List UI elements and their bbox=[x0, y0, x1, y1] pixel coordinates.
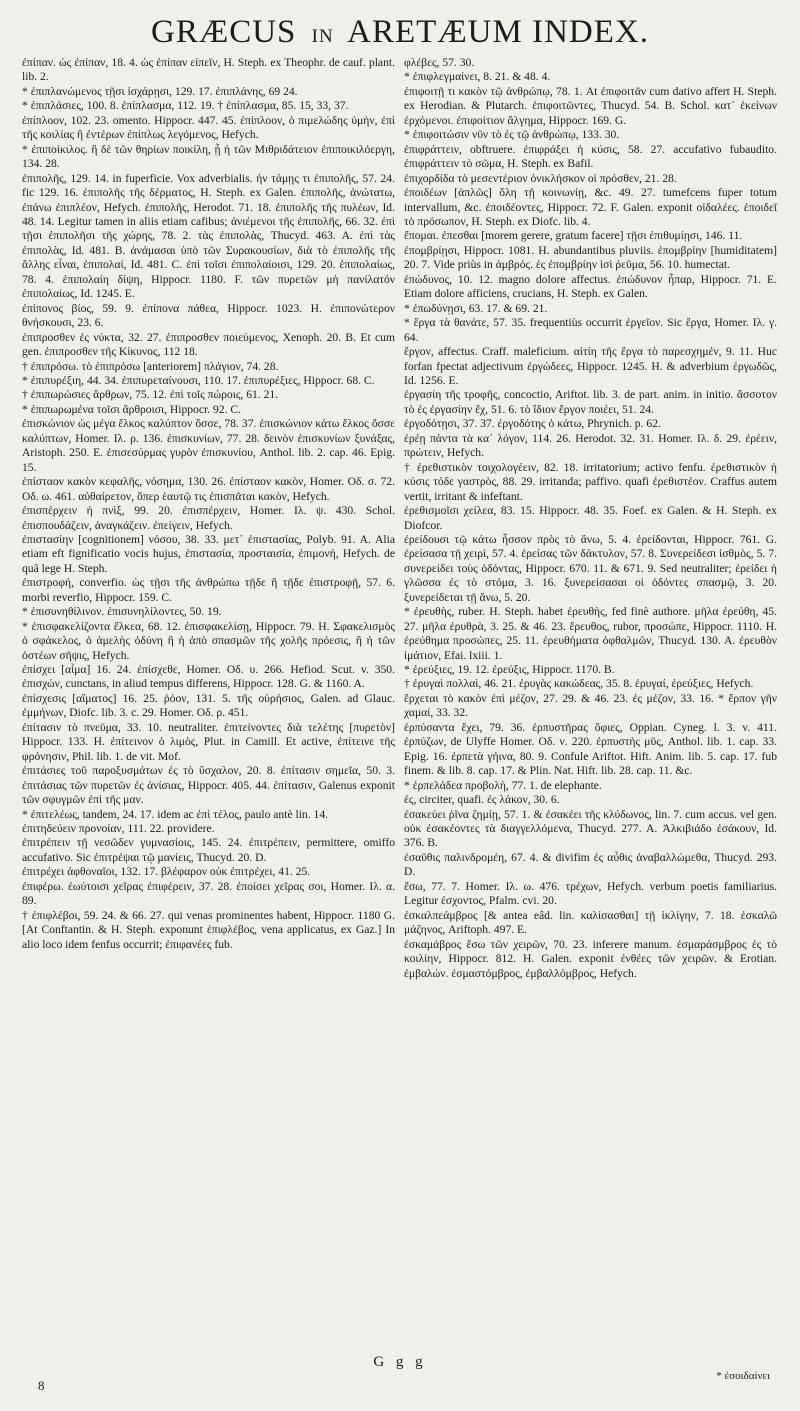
index-entry: ἐπιτάσιες τοῦ παροξυσμάτων ἐς τὸ ὕσχαλον, 20. 8. ἐπίτασιν σημεῖα, 50. 3. ἐπιτάσιας τῶν πυρετῶν ἐς ἀνίσιας, Hippocr. 405. 44. ἐπίτασιν, Galenus exponit τῶν σφυγμῶν ἐπὶ τῆς μαν. bbox=[22, 764, 395, 807]
title-left: GRÆCUS bbox=[151, 14, 297, 50]
index-entry: * ἐρευθὴς, ruber. H. Steph. habet ἐρευθὴς, fed finè authore. μῆλα ἐρεύθη, 45. 27. μῆλα ἐρυθρὰ, 3. 25. & 46. 23. ἔρευθος, rubor, προσώπε, Hippocr. 1110. H. ἐρεύθημα προσώπες, 25. 11. ἐρευθήματα ὀφθαλμῶν, Thucyd. 130. A. ἐρευθὸν ἱμάτιον, Efai. lxiii. 1. bbox=[404, 605, 777, 663]
index-entry: ἔργον, affectus. Craff. maleficium. αἰτίη τῆς ἔργα τὸ παρεσχημέν, 9. 11. Huc forfan fpectat adjectivum ἐργώδεες, Hippocr. 1245. H. & adverbium ἐργωδῶς, Id. 1256. E. bbox=[404, 345, 777, 387]
title-right: ARETÆUM INDEX. bbox=[347, 14, 649, 50]
index-entry: * ἐρπελάδεα προβολὴ, 77. 1. de elephante. bbox=[404, 779, 777, 793]
index-entry: ἐποιδέων [ἀπλῶς] ὅλη τῇ κοινωνίῃ, &c. 49. 27. tumefcens fuper totum intervallum, &c. ἐποιδέοντες, Hippocr. 72. F. Galen. exponit οἰδαλέες. ἐποιδεῖ τὸ πρόσωπον, H. Steph. ex Diofc. lib. 4. bbox=[404, 186, 777, 228]
index-entry: * ἐπιπυρέξιη, 44. 34. ἐπιπυρεταίνουσι, 110. 17. ἐπιπυρέξιες, Hippocr. 68. C. bbox=[22, 374, 395, 388]
index-entry: ἐπισπέρχειν ἡ πνὶξ, 99. 20. ἐπισπέρχειν, Homer. Iλ. ψ. 430. Schol. ἐπισπουδάζειν, ἀναγκάζειν. ἐπείγειν, Hefych. bbox=[22, 504, 395, 532]
index-entry: ἐπίσχει [αἷμα] 16. 24. ἐπίσχεθε, Homer. Οδ. υ. 266. Hefiod. Scut. v. 350. ἐπισχών, cunctans, in aliud tempus differens, Hippocr. 128. G. & 1160. A. bbox=[22, 663, 395, 691]
index-entry: ἐσαῦθις παλινδρομέη, 67. 4. & divifim ἐς αὖθις ἀναβαλλώμεθα, Thucyd. 293. D. bbox=[404, 850, 777, 879]
index-entry: * ἐπωδύνῃσι, 63. 17. & 69. 21. bbox=[404, 302, 777, 316]
index-entry: * ἐρεύξιες, 19. 12. ἐρεύξις, Hippocr. 1170. B. bbox=[404, 663, 777, 677]
index-entry: ἐπιστροφή, converfio. ὡς τῇσι τῆς ἀνθρώπω τῇδε ἢ τῇδε ἐπιστροφῇ, 57. 6. morbi reverfio, Hippocr. 159. C. bbox=[22, 576, 395, 604]
index-entry: φλέβες, 57. 30. bbox=[404, 56, 475, 69]
index-entry: ἐπιπροσθεν ἐς νύκτα, 32. 27. ἐπιπροσθεν ποιεύμενος, Xenoph. 20. B. Et cum gen. ἐπιπροσθεν τῆς Κίκυνος, 112 18. bbox=[22, 330, 395, 359]
index-entry: ἐπίσταον κακὸν κεφαλῆς, νόσημα, 130. 26. ἐπίσταον κακὸν, Homer. Οδ. σ. 72. Οδ. ω. 461. αὐθαίρετον, ὅπερ ἑαυτῷ τις ἐπισπᾶται κακὸν, Hefych. bbox=[22, 475, 395, 503]
index-entry: ἐπίτασιν τὸ πνεῦμα, 33. 10. neutraliter. ἐπιτείνοντες διὰ τελέτης [πυρετὸν] Hippocr. 133. H. ἐπίτεινον ὁ λιμὸς, Plut. in Camill. Et active, ἐπίτεινε τῆς φρόνησιν, Phil. lib. 1. de vit. Mof. bbox=[22, 720, 395, 763]
index-entry: ἐπιστασίην [cognitionem] νόσου, 38. 33. μετ᾽ ἐπιστασίας, Polyb. 91. A. Alia etiam eft fignificatio vocis hujus, ἐπιστασία, προσταισία, ἐπιμονή, Hefych. de quâ lege H. Steph. bbox=[22, 532, 395, 575]
index-entry: ἐπιτρέχει ἀφθοναῖοι, 132. 17. βλέφαρον οὐκ ἐπιτρέχει, 41. 25. bbox=[22, 865, 311, 879]
index-entry: ἐπίπαν. ὡς ἐπίπαν, 18. 4. ὡς ἐπίπαν εἰπεῖν, H. Steph. ex Theophr. de cauf. plant. lib. 2. bbox=[22, 56, 395, 84]
index-entry: ἐρέῃ πάντα τὰ κα᾽ λόγον, 114. 26. Herodot. 32. 31. Homer. Iλ. δ. 29. ἐρέειν, πρώτειν, Hefych. bbox=[404, 431, 777, 460]
index-entry: ἐργοδότῃσι, 37. 37. ἐργοδότης ὁ κάτω, Phrynich. p. 62. bbox=[404, 417, 661, 431]
index-entry: ἔσω, 77. 7. Homer. Iλ. ω. 476. τρέχων, Hefych. verbum poetis familiarius. Legitur ἐσχοντος, Pfalm. cvi. 20. bbox=[404, 879, 777, 908]
right-column bbox=[404, 56, 777, 1356]
index-entry: ἐρεθισμοῖσι χείλεα, 83. 15. Hippocr. 48. 35. Foef. ex Galen. & H. Steph. ex Diofcor. bbox=[404, 504, 777, 532]
index-entry: ἐσακεύει ῥῖνα ζημίῃ, 57. 1. & ἐσακέει τῆς κλύδωνος, lin. 7. cum accus. vel gen. οὐκ ἐσακέοντες τὰ διαγγελλόμενα, Thucyd. 277. A. Ἀλκιβιάδο ἐσάκουν, Id. 376. B. bbox=[404, 807, 777, 850]
index-entry: ἐρείδουσι τῷ κάτω ἦσσον πρὸς τὸ ἄνω, 5. 4. ἐρείδονται, Hippocr. 761. G. ἐρείσασα τῇ χειρὶ, 57. 4. ἐρείσας τῶν δάκτυλον, 57. 8. Συνερείδεσι ἰσθμὸς, 5. 7. συνερείδει τοὺς ὀδόντας, Hippocr. 670. 11. & 671. 9. Sed neutraliter; ἐρείδει ἡ γλῶσσα ἐς τὸ στόμα, 3. 16. ξυνερείσασαι οἱ ὀδόντες σπασμῷ, 3. 20. ξυνερείδεται τῇ ἄνω, 5. 20. bbox=[404, 532, 777, 604]
index-entry: ἐπίσχεσις [αἵματος] 16. 25. ῥόον, 131. 5. τῆς οὐρήσιος, Galen. ad Glauc. ἐμμήνων, Diofc. lib. 3. c. 29. Homer. Οδ. ρ. 451. bbox=[22, 691, 395, 720]
index-entry: ἔρχεται τὸ κακὸν ἐπὶ μέζον, 27. 29. & 46. 23. ἐς μέζον, 33. 16. * ἔρπον γῆν χαμαί, 33. 32. bbox=[404, 691, 777, 720]
left-column bbox=[22, 56, 395, 1356]
index-entry: * ἐπιπλανώμενος τῇσι ἰσχάρῃσι, 129. 17. ἐπιπλάνης, 69 24. bbox=[22, 85, 395, 99]
index-entry: ἐπώδυνος, 10. 12. magno dolore affectus. ἐπώδυνον ἧπαρ, Hippocr. 71. E. Etiam dolore afficiens, crucians, H. Steph. ex Galen. bbox=[404, 272, 777, 301]
index-entry: ἐπιτρέπειν τῇ νεσῶδεν γυμνασίοις, 145. 24. ἐπιτρέπειν, permittere, omiffo accufativo. Sic ἐπιτρέψαι τῷ μανίεις, Thucyd. 20. D. bbox=[22, 836, 395, 864]
index-entry: ἐπιχορδίδα τὸ μεσεντέριον ὀνικλήσκον οἱ πρόσθεν, 21. 28. bbox=[404, 171, 677, 185]
index-entry: * ἐπιπλάσιες, 100. 8. ἐπίπλασμα, 112. 19. † ἐπίπλασμα, 85. 15, 33, 37. bbox=[22, 99, 395, 113]
folio-mark: 8 bbox=[38, 1378, 45, 1393]
index-entry: ἐπομβρίῃσι, Hippocr. 1081. H. abundantibus pluviis. ἐπομβρίην [humiditatem] 20. 7. Vide priùs in ἀμβρός. ἐς ἐπομβρίην ἰσὶ ῥεῦμα, 56. 10. humectat. bbox=[404, 243, 777, 272]
index-entry: ἐπιφοιτῇ τι κακὸν τῷ ἀνθρώπῳ, 78. 1. At ἐπιφοιτᾶν cum dativo affert H. Steph. ex Herodian. & Plutarch. ἐπιφοιτῶντες, Thucyd. 54. B. Schol. κατ᾽ ἐκείνων ἐρχόμενοι. ἐπιφοίτιον ἄλγημα, Hippocr. 169. G. bbox=[404, 84, 777, 127]
index-entry: * ἐπιποίκιλος. ἢ δὲ τῶν θηρίων ποικίλη, ᾗ ἡ τῶν Μιθριδάτειον ἐπιποικιλόεργη, 134. 28. bbox=[22, 143, 395, 172]
page-title bbox=[0, 14, 800, 51]
signature-mark: G g g bbox=[373, 1354, 427, 1370]
index-entry: ἐσκαλπεάμβρος [& antea eâd. lin. καλίσασθαι] τῇ ἰκλίγην, 7. 18. ἐσκαλῶ μάζηνος, Ariftoph. 497. E. bbox=[404, 908, 777, 937]
index-entry: * ἐπιφλεγμαίνει, 8. 21. & 48. 4. bbox=[404, 70, 777, 84]
index-entry: † ἐπιφλέβοι, 59. 24. & 66. 27. qui venas prominentes habent, Hippocr. 1180 G. [At Conftantin. & H. Steph. exponunt ἐπιφλέβος, vena applicatus, ex Gaz.] In alio loco idem fenfus occurrit; ἐπιφανέες fub. bbox=[22, 909, 395, 952]
title-in: IN bbox=[311, 26, 334, 47]
index-entry: ἐπιφράττειν, obftruere. ἐπιφράξει ἡ κύσις, 58. 27. accufativo fubaudito. ἐπιφράττειν τὸ σῶμα, H. Steph. ex Bafil. bbox=[404, 142, 777, 171]
index-entry: * ἐπιπωρωμένα τοῖσι ἄρθροισι, Hippocr. 92. C. bbox=[22, 403, 395, 417]
index-entry: † ἐπιπρόσω. τὸ ἐπιπρόσω [anteriorem] πλάγιον, 74. 28. bbox=[22, 360, 395, 374]
index-entry: * ἔργα τὰ θανάτε, 57. 35. frequentiùs occurrit ἐργεῖον. Sic ἔργα, Homer. Iλ. γ. 64. bbox=[404, 316, 777, 345]
index-entry: * ἐπισφακελίζοντα ἕλκεα, 68. 12. ἐπισφακελίσῃ, Hippocr. 79. H. Σφακελισμὸς ὁ σφάκελος, ὁ ἀμελὴς ὀδύνη ἢ ἡ ἀπὸ σπασμῶν τῆς χολῆς πρόεσις, ἢ ἡ τῶν ὀστέων σῆψις, Hefych. bbox=[22, 620, 395, 663]
index-entry: † ἐπιπωρώσιες ἄρθρων, 75. 12. ἐπὶ τοῖς πώροις, 61. 21. bbox=[22, 388, 395, 402]
index-entry: * ἐπιφοιτώσιν νῦν τὸ ἐς τῷ ἀνθρώπῳ, 133. 30. bbox=[404, 128, 777, 142]
index-entry: † ἐρεθιστικὸν τοιχολογέειν, 82. 18. irritatorium; activo fenfu. ἐρεθιστικὸν ἡ κύσις τόδε γαστρὸς, 88. 29. irritanda; paffivo. quafi ἐρεθιστέον. Craffus autem vertit, irritant & infeftant. bbox=[404, 461, 777, 504]
index-entry: ἐς, circiter, quafi. ἐς λάκον, 30. 6. bbox=[404, 793, 560, 807]
index-entry: ἐπισκώνιον ὡς μέγα ἕλκος καλύπτον ὄσσε, 78. 37. ἐπισκώνιον κάτω ἕλκος ὄσσε καλύπτων, Homer. Iλ. ρ. 136. ἐπισκυνίων, 77. 28. δεινὸν ἐπισκυνίων ξυνάξας, Aristoph. 250. E. ἐπισεσύρμας γυρὸν ἐπισκυνίου, Anthol. lib. 2. cap. 46. Epig. 15. bbox=[22, 417, 395, 474]
index-entry: † ἐρυγαὶ πολλαὶ, 46. 21. ἐρυγὰς κακώδεας, 35. 8. ἐρυγαί, ἐρεύξιες, Hefych. bbox=[404, 677, 777, 691]
index-entry: * ἐπισυνηθίλινον. ἐπισυνηλίλοντες, 50. 19. bbox=[22, 605, 395, 619]
index-entry: ἐπιτηδεύειν προνοίαν, 111. 22. providere. bbox=[22, 822, 215, 836]
index-entry: ἐσκαμάβρος ἔσω τῶν χειρῶν, 70. 23. inferere manum. ἐσμαράσμβρος ἐς τὸ κοιλίην, Hippocr. 812. H. Galen. exponit ἐνθέες τῶν χειρῶν. & Erotian. ἐμβαλών. ἐσμαστόμβρος, ἐμβαλλόμβρος, Hefych. bbox=[404, 937, 777, 980]
index-entry: * ἐπιτελέως, tandem, 24. 17. idem ac ἐπὶ τέλος, paulo antè lin. 14. bbox=[22, 808, 395, 822]
index-entry: ἐπίπονος βίος, 59. 9. ἐπίπονα πάθεα, Hippocr. 1023. H. ἐπιπονώτερον θνήσκουσι, 23. 6. bbox=[22, 301, 395, 330]
index-entry: ἐπιφέρω. ἐωύτοισι χεῖρας ἐπιφέρειν, 37. 28. ἐποίσει χεῖρας σοι, Homer. Iλ. α. 89. bbox=[22, 879, 395, 908]
index-entry: ἐπίπλοον, 102. 23. omento. Hippocr. 447. 45. ἐπίπλοον, ὁ πιμελώδης ὑμὴν, ἐπὶ τῆς κοιλίας ἢ ἐντέρων ἐπίπλως λεγόμενος, Hefych. bbox=[22, 113, 395, 142]
index-entry: ἐρπύσαντα ἔχει, 79. 36. ἐρπυστῆρας ὄφιες, Oppian. Cyneg. l. 3. v. 411. ἐρπύζων, de Ulyffe Homer. Οδ. ν. 220. ἐρπυστὴς μῦς, Anthol. lib. 1. cap. 33. Epig. 16. ἐρπετὰ γήινα, 80. 9. Confule Ariftot. Hift. Anim. lib. 5. cap. 17. fub finem. & lib. 8. cap. 17. & Plin. Nat. Hift. lib. 28. cap. 11. &c. bbox=[404, 720, 777, 778]
index-entry: ἐργασίη τῆς τροφῆς, concoctio, Ariftot. lib. 3. de part. anim. in initio. ἄσσοτον τὸ ἐς ἐργασίην ἔχ, 51. 6. τὸ ἴδιον ἔργον ποιέει, 51. 24. bbox=[404, 388, 777, 416]
index-entry: ἔπομαι. ἐπεσθαι [morem gerere, gratum facere] τῇσι ἐπιθυμίῃσι, 146. 11. bbox=[404, 229, 743, 243]
catchword: * ἐσοιδαίνει bbox=[716, 1370, 770, 1382]
index-entry: ἐπιπολῆς, 129. 14. in fuperficie. Vox adverbialis. ἡν τάμῃς τι ἐπιπολῆς, 57. 24. fic 129. 16. ἐπιπολῆς τῆς δέρματος, H. Steph. ex Galen. ἐπιπολῆς, ἀνώτατω, ἐπάνω ἐπιπλέον, Hefych. ἐπιπολῆς, Herodot. 71. 18. ἐπιπολῆς τῆς πυλέων, Id. 48. 14. Legitur tamen in aliis etiam cafibus; ἀνιέμενοι τῆς ἐπιπολῆς, 66. 32. ἐπὶ τῇσι ἐπιπολῆσι τῆς χώρης, 78. 2. τὰς ἐπιπολὰς, Thucyd. 463. A. ἐπὶ τὰς ἐπιπολὰς, Id. 481. B. ἀνάμασαι ὑπὸ τῶν Συρακουσίων, διὰ τὸ ἐπιπολῆς τῆς ἄλλης εἶναι, ἐπιπολαί, Id. 481. C. ἐπὶ τοῖσι ἐπιπολαίοισι, 129. 20. ἐπιπολαίως, 78. 4. ἐπιπολαίη δίψη, Hippocr. 1180. F. τῶν πυρετῶν μὴ πανίλατόν ἐπιπολαίως, Id. 1245. E. bbox=[22, 171, 395, 301]
